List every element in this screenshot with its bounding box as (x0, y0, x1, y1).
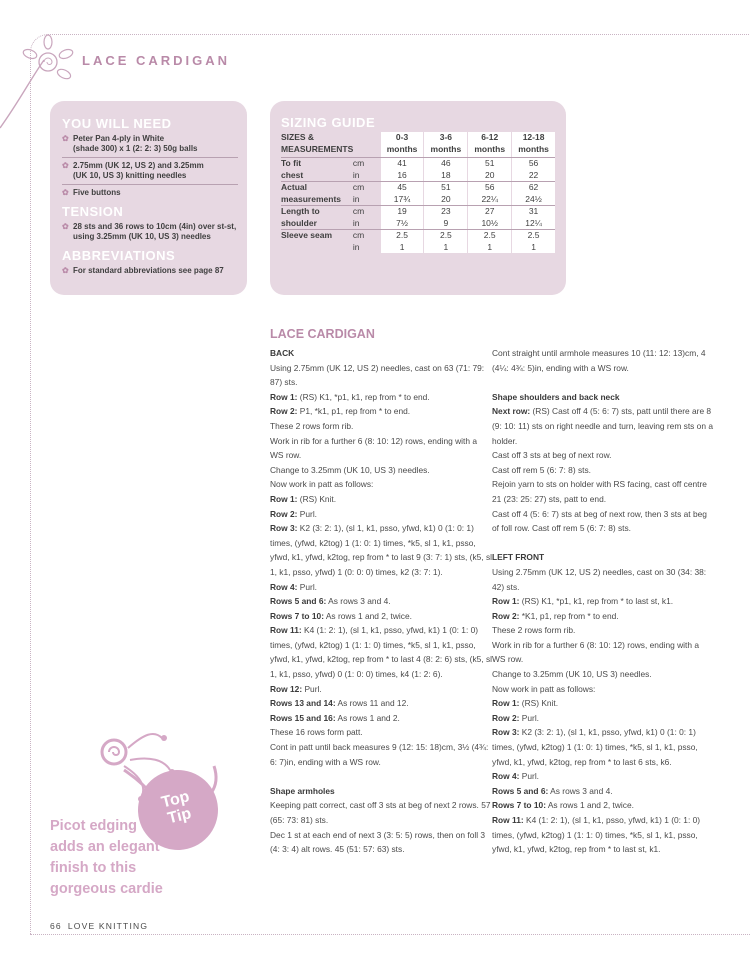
list-item: ✿ 2.75mm (UK 12, US 2) and 3.25mm (UK 10, US 3) knitting needles (62, 158, 238, 185)
row-text: As rows 1 and 2. (335, 712, 400, 723)
requirements-panel (50, 101, 247, 295)
row-label: Row 12: (270, 683, 303, 694)
pattern-row (270, 492, 492, 507)
tension-heading: TENSION (62, 204, 124, 219)
section-heading: LEFT FRONT (492, 552, 545, 563)
pattern-row (492, 711, 714, 726)
cell-text: 56 (528, 158, 539, 168)
section-heading: Shape shoulders and back neck (492, 391, 620, 402)
cell-text: 1 (399, 241, 405, 252)
table-cell (353, 158, 381, 182)
row-text: Purl. (297, 508, 318, 519)
cell-text: 18 (441, 169, 451, 180)
row-label: Row 2: (270, 508, 298, 519)
row-text: K4 (1: 2: 1), (sl 1, k1, psso, yfwd, k1) 1 (0: 1: 0) times, (yfwd, k2tog) 1 (1: 1: 0) times, *k5, sl 1, k1, psso, yfwd, k1, yfwd, k2tog, rep from * to last st, k1. (492, 815, 701, 855)
paragraph: These 2 rows form rib. (492, 625, 576, 636)
table-cell (468, 230, 511, 253)
cell-text: 2.5 (439, 230, 452, 240)
cell-text: 45 (397, 182, 407, 192)
page-title: LACE CARDIGAN (82, 53, 231, 68)
you-will-need-list (62, 131, 238, 201)
pattern-row (492, 784, 714, 799)
cell-text: 20 (441, 193, 451, 204)
cell-text: months (430, 143, 462, 154)
table-cell (512, 158, 555, 182)
page-border-bottom (30, 934, 750, 935)
pattern-row (270, 507, 492, 522)
row-text: K2 (3: 2: 1), (sl 1, k1, psso, yfwd, k1) 0 (1: 0: 1) times, (yfwd, k2tog) 1 (1: 0: 1) times, *k5, sl 1, k1, psso, yfwd, k1, yfwd, k2tog, rep from * to last 6 sts, k6. (492, 727, 698, 767)
row-label: Row 1: (492, 596, 520, 607)
table-cell (468, 158, 511, 182)
row-label: Rows 5 and 6: (492, 785, 549, 796)
paragraph: Using 2.75mm (UK 12, US 2) needles, cast on 63 (71: 79: 87) sts. (270, 362, 485, 388)
cell-text: Sleeve seam (281, 230, 333, 240)
pattern-row (492, 404, 714, 448)
cell-text: in (352, 241, 360, 252)
table-cell (281, 182, 353, 206)
pattern-row (492, 696, 714, 711)
table-cell (281, 206, 353, 230)
row-label: Rows 15 and 16: (270, 712, 336, 723)
table-cell (353, 182, 381, 206)
cell-text: cm (352, 182, 365, 192)
cell-text: MEASUREMENTS (281, 143, 354, 154)
paragraph: These 2 rows form rib. (270, 420, 354, 431)
star-icon: ✿ (62, 266, 69, 275)
table-cell (468, 182, 511, 206)
cell-text: months (474, 143, 506, 154)
cell-text: months (386, 143, 418, 154)
section-heading: BACK (270, 348, 295, 358)
cell-text: 2.5 (483, 230, 496, 240)
cell-text: 22 (528, 169, 539, 180)
star-icon: ✿ (62, 134, 69, 143)
star-icon: ✿ (62, 222, 69, 231)
row-text: As rows 1 and 2, twice. (545, 800, 634, 811)
cell-text: chest (281, 169, 304, 180)
pattern-row (492, 594, 714, 609)
row-text: (RS) K1, *p1, k1, rep from * to end. (297, 391, 430, 402)
cell-text: 10½ (481, 217, 498, 228)
row-label: Row 2: (492, 610, 520, 621)
table-row (281, 230, 555, 253)
magazine-name: LOVE KNITTING (67, 921, 149, 931)
cell-text: 62 (528, 182, 539, 192)
cell-text: 1 (487, 241, 493, 252)
table-cell (512, 182, 555, 206)
list-item: ✿ Peter Pan 4-ply in White (shade 300) x 1 (2: 2: 3) 50g balls (62, 131, 238, 158)
paragraph: Change to 3.25mm (UK 10, US 3) needles. (270, 464, 430, 475)
row-text: Purl. (297, 581, 318, 592)
cell-text: 1 (531, 241, 536, 252)
row-label: Row 1: (270, 391, 298, 402)
pattern-row (270, 711, 492, 726)
sizing-guide-heading: SIZING GUIDE (281, 115, 376, 130)
list-item: ✿ 28 sts and 36 rows to 10cm (4in) over st-st, using 3.25mm (UK 10, US 3) needles (62, 222, 237, 241)
cell-text: 1 (443, 241, 449, 252)
table-cell (281, 230, 353, 253)
pattern-row (492, 798, 714, 813)
cell-text: in (352, 193, 360, 204)
row-text: As rows 3 and 4. (548, 785, 613, 796)
cell-text: 2.5 (396, 230, 408, 240)
pattern-row (270, 594, 492, 609)
row-text: As rows 11 and 12. (335, 698, 409, 709)
table-cell (468, 206, 511, 230)
cell-text: months (518, 143, 549, 154)
section-heading: Shape armholes (270, 785, 335, 796)
cell-text: 56 (484, 182, 495, 192)
pattern-heading: LACE CARDIGAN (270, 327, 375, 341)
top-tip-text: Picot edging adds an elegant finish to this gorgeous cardie (50, 818, 163, 897)
row-text: Purl. (519, 771, 540, 782)
table-cell (468, 132, 511, 158)
table-cell (381, 206, 424, 230)
paragraph: Cast off 4 (5: 6: 7) sts at beg of next row, then 3 sts at beg of foll row. Cast off rem 5 (6: 7: 8) sts. (492, 508, 707, 534)
cell-text: 7½ (396, 217, 408, 228)
cell-text: 17¾ (393, 193, 411, 204)
table-cell (424, 182, 467, 206)
list-item: ✿ For standard abbreviations see page 87 (62, 266, 224, 275)
row-label: Row 1: (492, 698, 520, 709)
row-label: Row 4: (492, 771, 520, 782)
paragraph: Change to 3.25mm (UK 10, US 3) needles. (492, 669, 652, 680)
cell-text: shoulder (281, 217, 317, 228)
row-text: As rows 3 and 4. (326, 596, 391, 607)
paragraph: Rejoin yarn to sts on holder with RS facing, cast off centre 21 (23: 25: 27) sts, patt to end. (492, 479, 707, 504)
pattern-row (270, 696, 492, 711)
cell-text: cm (352, 158, 365, 168)
table-cell (281, 158, 353, 182)
cell-text: 19 (397, 206, 407, 216)
pattern-column-2 (492, 346, 714, 857)
row-label: Row 2: (492, 712, 520, 723)
cell-text: 16 (397, 169, 407, 180)
paragraph: Using 2.75mm (UK 12, US 2) needles, cast on 30 (34: 38: 42) sts. (492, 566, 707, 592)
page-footer (50, 921, 148, 931)
row-text: P1, *k1, p1, rep from * to end. (297, 406, 411, 417)
paragraph: Cont straight until armhole measures 10 (11: 12: 13)cm, 4 (4¼: 4¾: 5)in, ending with a WS row. (492, 348, 706, 373)
pattern-row (492, 769, 714, 784)
page-number: 66 (50, 921, 62, 931)
paragraph: Cont in patt until back measures 9 (12: 15: 18)cm, 3½ (4¾: 6: 7)in, ending with a WS row. (270, 742, 489, 767)
cell-text: 12-18 (522, 132, 545, 142)
cell-text: 12¼ (525, 217, 542, 228)
paragraph: Cast off 3 sts at beg of next row. (492, 450, 612, 461)
paragraph: Now work in patt as follows: (492, 683, 596, 694)
cell-text: 0-3 (395, 132, 409, 142)
table-row (281, 206, 555, 230)
table-cell (424, 230, 467, 253)
row-label: Row 2: (270, 406, 298, 417)
row-text: (RS) K1, *p1, k1, rep from * to last st, k1. (519, 596, 674, 607)
cell-text: in (352, 169, 360, 180)
row-text: (RS) Knit. (519, 698, 559, 709)
row-label: Row 1: (270, 493, 298, 504)
paragraph: Cast off rem 5 (6: 7: 8) sts. (492, 464, 591, 475)
cell-text: 41 (397, 158, 407, 168)
row-label: Rows 13 and 14: (270, 698, 336, 709)
table-cell (281, 132, 381, 158)
cell-text: 2.5 (527, 230, 540, 240)
paragraph: Work in rib for a further 6 (8: 10: 12) rows, ending with a WS row. (270, 435, 477, 461)
pattern-row (492, 813, 714, 857)
table-cell (424, 158, 467, 182)
row-text: *K1, p1, rep from * to end. (519, 610, 619, 621)
table-cell (424, 132, 467, 158)
cell-text: measurements (281, 193, 342, 204)
row-text: (RS) Cast off 4 (5: 6: 7) sts, patt until there are 8 (9: 10: 11) sts on right needle and turn, leaving rem sts on a holder. (492, 406, 713, 446)
cell-text: 51 (441, 182, 451, 192)
table-cell (512, 132, 555, 158)
cell-text: 31 (528, 206, 539, 216)
table-header-row (281, 132, 555, 158)
top-tip-badge: Top Tip (130, 762, 227, 859)
paragraph: Now work in patt as follows: (270, 479, 374, 490)
cell-text: SIZES & (281, 132, 315, 142)
spacer (492, 536, 714, 551)
row-label: Row 11: (492, 815, 524, 825)
tension-list (62, 219, 238, 245)
table-cell (381, 182, 424, 206)
pattern-row (270, 609, 492, 624)
row-text: K2 (3: 2: 1), (sl 1, k1, psso, yfwd, k1) 0 (1: 0: 1) times, (yfwd, k2tog) 1 (1: 0: 1) times, *k5, sl 1, k1, psso, yfwd, k1, yfwd, k2tog, rep from * to last 9 (3: 7: 1) sts, (k5, sl 1, k1, psso, yfwd) 1 (0: 0: 0) times, k2 (3: 7: 1). (270, 523, 493, 577)
pattern-row (270, 521, 492, 579)
row-label: Row 4: (270, 581, 298, 592)
spacer (492, 375, 714, 390)
paragraph: Keeping patt correct, cast off 3 sts at beg of next 2 rows. 57 (65: 73: 81) sts. (270, 800, 491, 825)
table-row (281, 182, 555, 206)
cell-text: To fit (281, 158, 302, 168)
row-text: (RS) Knit. (297, 493, 337, 504)
cell-text: 24½ (525, 193, 542, 204)
table-cell (353, 230, 381, 253)
cell-text: 23 (441, 206, 451, 216)
cell-text: Actual (281, 182, 307, 192)
row-label: Rows 7 to 10: (492, 800, 546, 811)
pattern-row (270, 580, 492, 595)
sizing-table (281, 132, 555, 253)
pattern-row (270, 623, 492, 681)
table-cell (512, 230, 555, 253)
cell-text: 3-6 (439, 132, 453, 142)
table-row (281, 158, 555, 182)
cell-text: Length to (281, 206, 320, 216)
cell-text: 46 (441, 158, 451, 168)
row-text: Purl. (519, 712, 540, 723)
spacer (270, 769, 492, 784)
list-item: ✿ Five buttons (62, 188, 121, 197)
table-cell (353, 206, 381, 230)
table-cell (424, 206, 467, 230)
row-label: Rows 5 and 6: (270, 596, 327, 607)
cell-text: 6-12 (481, 132, 499, 142)
row-label: Rows 7 to 10: (270, 610, 324, 621)
table-cell (512, 206, 555, 230)
cell-text: 9 (443, 217, 449, 228)
pattern-row (270, 390, 492, 405)
you-will-need-heading: YOU WILL NEED (62, 116, 172, 131)
row-label: Row 11: (270, 625, 302, 636)
abbreviations-heading: ABBREVIATIONS (62, 248, 176, 263)
cell-text: 20 (484, 169, 495, 180)
star-icon: ✿ (62, 188, 69, 197)
pattern-column-1 (270, 346, 492, 857)
star-icon: ✿ (62, 161, 69, 170)
paragraph: These 16 rows form patt. (270, 727, 363, 738)
table-cell (381, 132, 424, 158)
row-label: Next row: (492, 406, 531, 417)
paragraph: Work in rib for a further 6 (8: 10: 12) rows, ending with a WS row. (492, 639, 699, 665)
cell-text: cm (352, 230, 365, 240)
pattern-row (270, 404, 492, 419)
table-cell (381, 158, 424, 182)
pattern-row (492, 609, 714, 624)
cell-text: 22¼ (481, 193, 498, 204)
pattern-row (492, 725, 714, 769)
cell-text: 27 (484, 206, 495, 216)
row-text: Purl. (302, 683, 322, 694)
cell-text: cm (352, 206, 365, 216)
row-text: K4 (1: 2: 1), (sl 1, k1, psso, yfwd, k1) 1 (0: 1: 0) times, (yfwd, k2tog) 1 (1: 1: 0) times, *k5, sl 1, k1, psso, yfwd, k1, yfwd, k2tog, rep from * to last 4 (8: 2: 6) sts, (k5, sl 1, k1, psso, yfwd) 0 (1: 0: 0) times, k4 (1: 2: 6). (270, 625, 493, 680)
pattern-row (270, 682, 492, 697)
row-label: Row 3: (270, 523, 298, 534)
sizing-guide-panel (270, 101, 566, 295)
abbreviations-list (62, 263, 238, 279)
row-text: As rows 1 and 2, twice. (323, 610, 412, 621)
paragraph: Dec 1 st at each end of next 3 (3: 5: 5) rows, then on foll 3 (4: 3: 4) alt rows. 45 (51: 57: 63) sts. (270, 829, 486, 855)
cell-text: in (352, 217, 360, 228)
row-label: Row 3: (492, 727, 520, 738)
table-cell (381, 230, 424, 253)
cell-text: 51 (484, 158, 495, 168)
